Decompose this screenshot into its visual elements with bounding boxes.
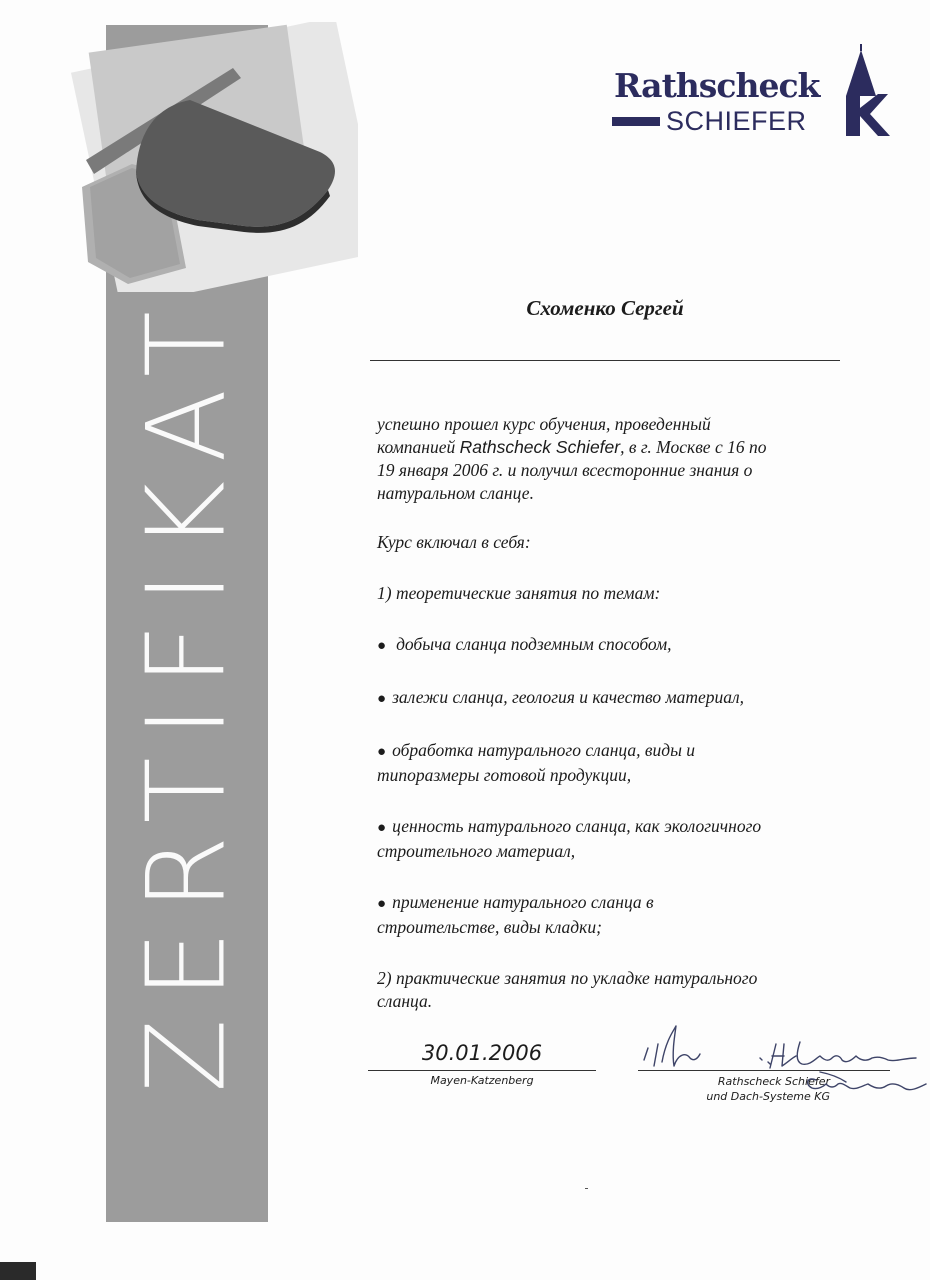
intro-line-3: 19 января 2006 г. и получил всесторонние знания о xyxy=(377,460,753,480)
intro-brand: Rathscheck Schiefer xyxy=(459,437,621,457)
logo-brand: Rathscheck xyxy=(614,66,820,105)
tower-emblem-icon xyxy=(838,44,894,140)
bullet-icon: ● xyxy=(377,820,387,836)
recipient-rule xyxy=(370,360,840,361)
topic-item xyxy=(377,633,857,658)
intro-line-2b: , в г. Москве с 16 по xyxy=(620,437,767,457)
date-rule xyxy=(368,1070,596,1071)
topic-line: строительного материал, xyxy=(377,841,576,861)
topic-line: добыча сланца подземным способом, xyxy=(396,634,672,654)
topic-line: строительстве, виды кладки; xyxy=(377,917,602,937)
bullet-icon: ● xyxy=(377,691,387,707)
intro-line-1: успешно прошел курс обучения, проведенный xyxy=(377,414,711,434)
recipient-name: Схоменко Сергей xyxy=(526,296,684,320)
topic-line: применение натурального сланца в xyxy=(392,892,654,912)
issue-place: Mayen-Katzenberg xyxy=(430,1074,534,1087)
practice-line-1: 2) практические занятия по укладке натурального xyxy=(377,968,758,988)
handwritten-signature xyxy=(620,1000,930,1120)
slate-photo xyxy=(58,22,358,292)
topic-item xyxy=(377,815,857,863)
section-theory: 1) теоретические занятия по темам: xyxy=(377,583,661,603)
company-logo xyxy=(608,44,898,144)
course-heading: Курс включал в себя: xyxy=(377,532,531,552)
intro-line-2a: компанией xyxy=(377,437,460,457)
scan-dash xyxy=(585,1188,588,1189)
topic-item xyxy=(377,891,857,939)
scan-edge xyxy=(0,1262,36,1280)
topic-line: ценность натурального сланца, как экологичного xyxy=(392,816,762,836)
bullet-icon: ● xyxy=(377,896,387,912)
topic-line: обработка натурального сланца, виды и xyxy=(392,740,696,760)
logo-subtitle: SCHIEFER xyxy=(666,106,807,136)
certificate-body xyxy=(377,413,857,1013)
issuer-line-2: und Dach-Systeme KG xyxy=(706,1090,830,1103)
intro-line-4: натуральном сланце. xyxy=(377,483,534,503)
topic-line: залежи сланца, геология и качество материал, xyxy=(392,687,745,707)
intro-paragraph xyxy=(377,413,857,505)
topic-item xyxy=(377,739,857,787)
bullet-icon: ● xyxy=(377,638,387,654)
band-title: ZERTIFIKAT xyxy=(124,291,250,1093)
bullet-icon: ● xyxy=(377,744,387,760)
topic-item xyxy=(377,686,857,711)
logo-bar xyxy=(612,117,660,126)
practice-line-2: сланца. xyxy=(377,991,433,1011)
issue-date: 30.01.2006 xyxy=(421,1041,543,1065)
topic-line: типоразмеры готовой продукции, xyxy=(377,765,632,785)
issuer-line-1: Rathscheck Schiefer xyxy=(717,1075,830,1088)
